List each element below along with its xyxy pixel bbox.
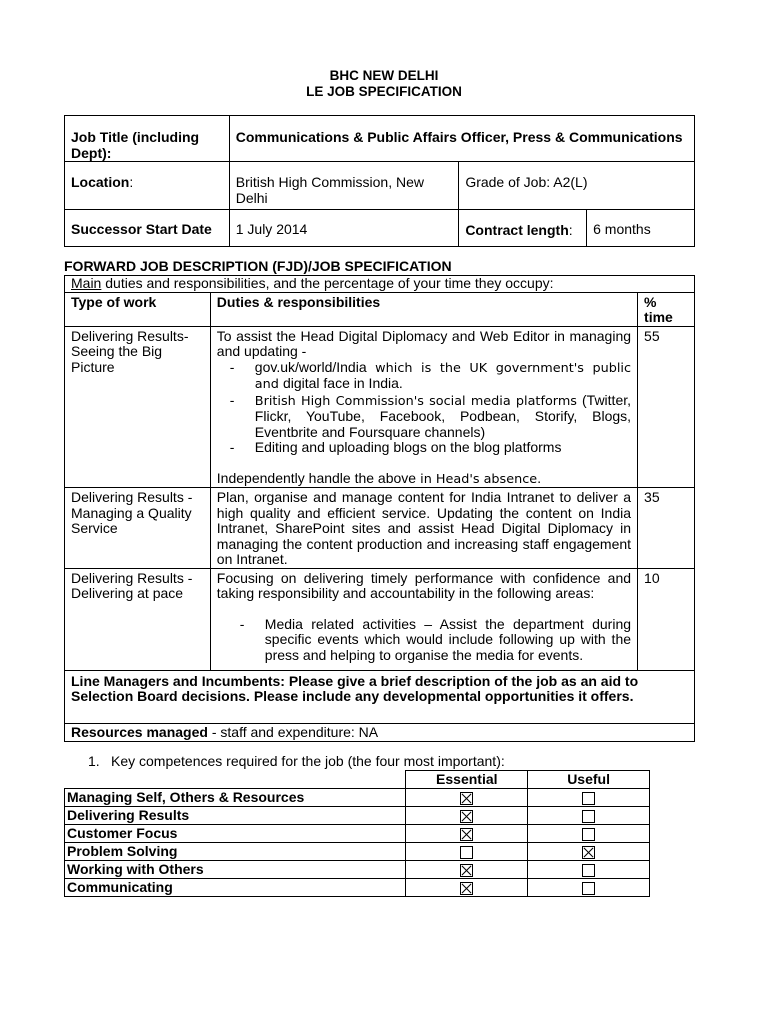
job-title-label: Job Title (including Dept):	[65, 116, 230, 162]
fjd-heading: FORWARD JOB DESCRIPTION (FJD)/JOB SPECIFICATION	[64, 258, 452, 274]
useful-cell	[528, 843, 650, 861]
essential-cell	[406, 861, 528, 879]
table-row	[65, 789, 650, 807]
col-essential: Essential	[406, 771, 528, 789]
document-subtitle: LE JOB SPECIFICATION	[306, 84, 462, 99]
essential-checkbox[interactable]	[460, 810, 473, 823]
essential-checkbox[interactable]	[460, 882, 473, 895]
useful-cell	[528, 825, 650, 843]
essential-cell	[406, 843, 528, 861]
document-title: BHC NEW DELHI	[329, 68, 439, 83]
work-type: Delivering Results - Delivering at pace	[65, 568, 211, 670]
useful-checkbox[interactable]	[582, 864, 595, 877]
table-row	[65, 488, 695, 569]
fjd-intro: Main duties and responsibilities, and the percentage of your time they occupy:	[65, 276, 695, 293]
table-row	[65, 807, 650, 825]
essential-cell	[406, 789, 528, 807]
competence-name: Delivering Results	[65, 807, 406, 825]
useful-checkbox[interactable]	[582, 792, 595, 805]
fjd-table	[64, 275, 695, 742]
useful-cell	[528, 861, 650, 879]
job-title-value: Communications & Public Affairs Officer, Press & Communications	[229, 116, 694, 162]
useful-checkbox[interactable]	[582, 882, 595, 895]
table-row	[65, 879, 650, 897]
col-type-of-work: Type of work	[65, 292, 211, 326]
table-row	[65, 825, 650, 843]
competences-number: 1.	[88, 753, 100, 769]
location-label: Location:	[65, 162, 230, 210]
percent-time: 55	[638, 326, 695, 488]
col-duties: Duties & responsibilities	[210, 292, 637, 326]
contract-length-label: Contract length:	[459, 210, 587, 247]
competences-table	[64, 770, 650, 897]
competence-name: Customer Focus	[65, 825, 406, 843]
duties-cell: To assist the Head Digital Diplomacy and Web Editor in managing and updating - - gov.uk/world/India which is the UK government's public and digital face in India. - British High Commission's social media platforms (Twitter, Flickr, YouTube, Facebook, Podbean, Storify, Blogs, Eventbrite and Foursquare channels) - Editing and uploading blogs on the blog platforms Independently handle the above in Head's absence.	[210, 326, 637, 488]
percent-time: 10	[638, 568, 695, 670]
useful-cell	[528, 807, 650, 825]
useful-checkbox[interactable]	[582, 846, 595, 859]
location-value: British High Commission, New Delhi	[229, 162, 459, 210]
essential-checkbox[interactable]	[460, 792, 473, 805]
table-row	[65, 843, 650, 861]
competence-name: Working with Others	[65, 861, 406, 879]
duties-cell: Plan, organise and manage content for India Intranet to deliver a high quality and efficient service. Updating the content on India Intranet, SharePoint sites and assist Head Digital Diplomacy in managing the content production and increasing staff engagement on Intranet.	[210, 488, 637, 569]
competence-name: Communicating	[65, 879, 406, 897]
essential-checkbox[interactable]	[460, 828, 473, 841]
essential-checkbox[interactable]	[460, 864, 473, 877]
contract-length-value: 6 months	[587, 210, 695, 247]
useful-checkbox[interactable]	[582, 810, 595, 823]
competence-name: Managing Self, Others & Resources	[65, 789, 406, 807]
start-date-label: Successor Start Date	[65, 210, 230, 247]
job-info-table	[64, 115, 695, 247]
table-row	[65, 326, 695, 488]
grade-of-job: Grade of Job: A2(L)	[459, 162, 695, 210]
resources-managed: Resources managed - staff and expenditure: NA	[65, 723, 695, 741]
col-percent-time: % time	[638, 292, 695, 326]
essential-checkbox[interactable]	[460, 846, 473, 859]
work-type: Delivering Results - Managing a Quality Service	[65, 488, 211, 569]
competences-heading: Key competences required for the job (the four most important):	[111, 753, 505, 769]
percent-time: 35	[638, 488, 695, 569]
essential-cell	[406, 825, 528, 843]
table-row	[65, 861, 650, 879]
essential-cell	[406, 879, 528, 897]
competence-name: Problem Solving	[65, 843, 406, 861]
duties-cell: Focusing on delivering timely performance with confidence and taking responsibility and accountability in the following areas: - Media related activities – Assist the department during specific events which would include following up with the press and helping to organise the media for events.	[210, 568, 637, 670]
useful-checkbox[interactable]	[582, 828, 595, 841]
essential-cell	[406, 807, 528, 825]
useful-cell	[528, 789, 650, 807]
col-useful: Useful	[528, 771, 650, 789]
table-row	[65, 568, 695, 670]
line-managers-note: Line Managers and Incumbents: Please give a brief description of the job as an aid to Selection Board decisions. Please include any developmental opportunities it offers.	[65, 670, 695, 723]
work-type: Delivering Results- Seeing the Big Picture	[65, 326, 211, 488]
start-date-value: 1 July 2014	[229, 210, 459, 247]
useful-cell	[528, 879, 650, 897]
